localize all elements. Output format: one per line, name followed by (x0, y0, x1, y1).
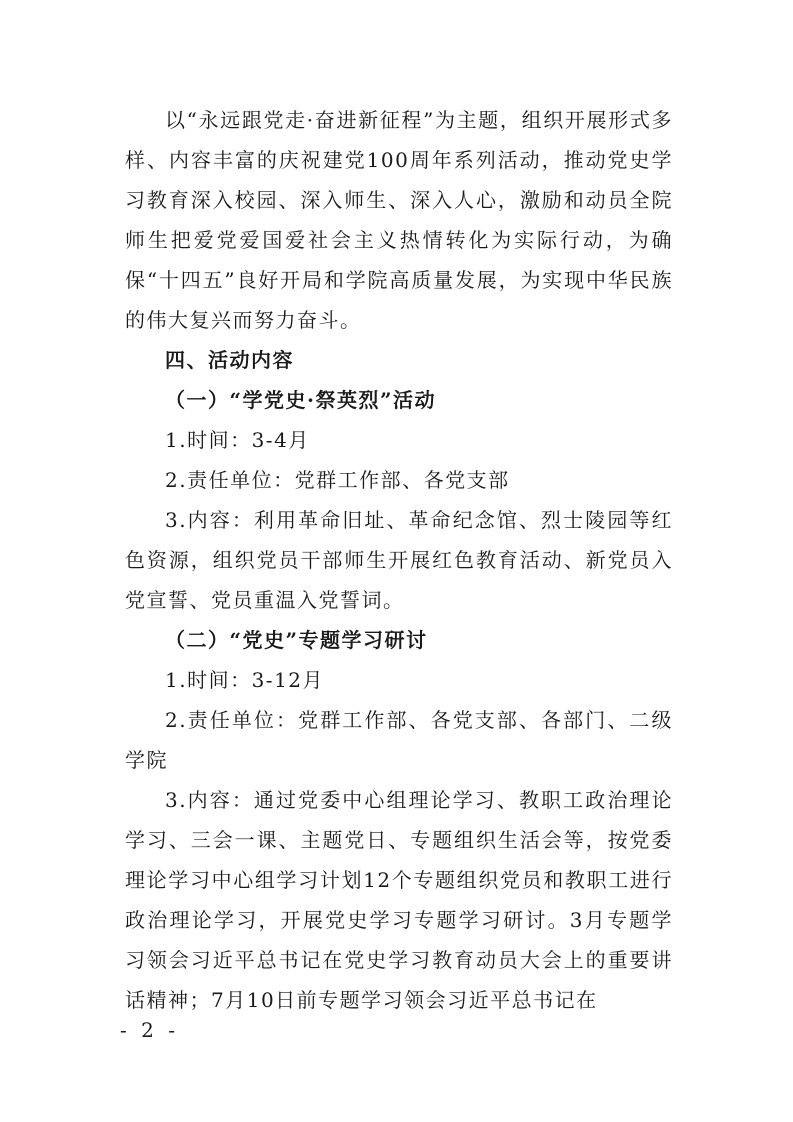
activity-2-content: 3.内容：通过党委中心组理论学习、教职工政治理论学习、三会一课、主题党日、专题组织生活会等，按党委理论学习中心组学习计划12个专题组织党员和教职工进行政治理论学习，开展党史学习专题学习研讨。3月专题学习领会习近平总书记在党史学习教育动员大会上的重要讲话精神；7月10日前专题学习领会习近平总书记在 (125, 788, 673, 1012)
activity-2-unit: 2.责任单位：党群工作部、各党支部、各部门、二级学院 (125, 708, 673, 772)
page-number: - 2 - (120, 1018, 179, 1042)
activity-1-heading: （一）“学党史·祭英烈”活动 (165, 388, 436, 412)
section-heading: 四、活动内容 (165, 348, 294, 372)
activity-1-unit: 2.责任单位：党群工作部、各党支部 (165, 468, 510, 492)
intro-paragraph: 以“永远跟党走·奋进新征程”为主题，组织开展形式多样、内容丰富的庆祝建党100周年系列活动，推动党史学习教育深入校园、深入师生、深入人心，激励和动员全院师生把爱党爱国爱社会主义热情转化为实际行动，为确保“十四五”良好开局和学院高质量发展，为实现中华民族的伟大复兴而努力奋斗。 (125, 108, 673, 332)
activity-1-time: 1.时间：3-4月 (165, 428, 310, 452)
activity-2-heading: （二）“党史”专题学习研讨 (165, 628, 428, 652)
activity-1-content: 3.内容：利用革命旧址、革命纪念馆、烈士陵园等红色资源，组织党员干部师生开展红色教育活动、新党员入党宣誓、党员重温入党誓词。 (125, 508, 673, 612)
activity-2-time: 1.时间：3-12月 (165, 668, 325, 692)
body-text (125, 100, 673, 1020)
